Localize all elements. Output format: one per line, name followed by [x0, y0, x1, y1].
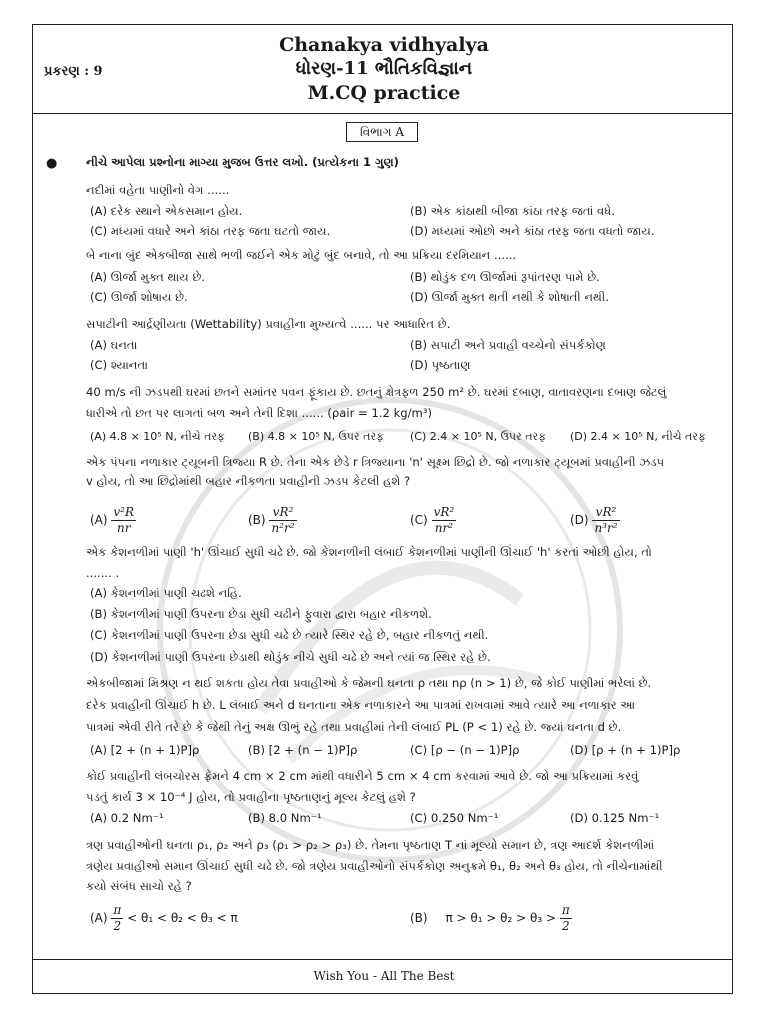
q7-text-line2: દરેક પ્રવાહીની ઊંચાઈ h છે. L લંબાઈ અને d ઘનતાના એક નળાકારને આ પાત્રમાં રાખવામાં આવે ત્યારે આ નળાકાર આ [86, 698, 636, 712]
q6-option-a: (A) કેશનળીમાં પાણી ચઢશે નહિ. [90, 586, 242, 600]
q5-option-b [248, 505, 297, 536]
q5-option-b-fraction [269, 505, 296, 536]
q4-text-line1: 40 m/s ની ઝડપથી ઘરમાં છતને સમાંતર પવન ફૂંકાય છે. છતનું ક્ષેત્રફળ 250 m² છે. ઘરમાં દબાણ, વાતાવરણના દબાણ જેટલું [86, 385, 667, 399]
q9-option-b-label: (B) [410, 911, 428, 925]
q6-text-line2: ....... . [86, 566, 120, 580]
q8-option-a: (A) 0.2 Nm⁻¹ [90, 811, 164, 825]
q5-option-a-numerator: v²R [113, 505, 135, 519]
q5-option-c-fraction [432, 505, 457, 536]
q1-option-b: (B) એક કાંઠાથી બીજા કાંઠા તરફ જતાં વધે. [410, 204, 615, 218]
q9-option-a-denominator: 2 [113, 919, 122, 933]
q5-option-a [90, 505, 136, 536]
q5-option-c-label: (C) [410, 513, 428, 527]
q5-option-d [570, 505, 620, 536]
q5-option-c-denominator: nr² [434, 521, 454, 535]
q5-option-d-fraction [592, 505, 619, 536]
q2-option-a: (A) ઊર્જા મુક્ત થાય છે. [90, 270, 206, 284]
q2-option-b: (B) થોડુંક દળ ઊર્જામાં રૂપાંતરણ પામે છે. [410, 270, 600, 284]
q8-text-line2: પડતું કાર્ય 3 × 10⁻⁴ J હોય, તો પ્રવાહીના પૃષ્ઠતાણનું મૂલ્ય કેટલું હશે ? [86, 790, 416, 804]
bullet-icon: ● [46, 156, 58, 171]
q7-text-line1: એકબીજામાં મિશ્રણ ન થઈ શકતા હોય તેવા પ્રવાહીઓ કે જેમની ઘનતા ρ તથા nρ (n > 1) છે, જે કોઈ પાણીમાં ભરેલાં છે. [86, 676, 652, 690]
footer-divider [32, 959, 733, 960]
q9-option-a-fraction [111, 903, 123, 934]
q3-text: સપાટીની આર્દ્રણીયતા (Wettability) પ્રવાહીના મુખ્યત્વે ...... પર આધારિત છે. [86, 317, 451, 331]
school-name: Chanakya vidhyalya [279, 34, 489, 56]
q4-text-line2: ધારીએ તો છત પર લાગતાં બળ અને તેની દિશા ...... (ρair = 1.2 kg/m³) [86, 406, 433, 420]
q5-option-c-numerator: vR² [433, 505, 455, 519]
q4-option-d: (D) 2.4 × 10⁵ N, નીચે તરફ [570, 430, 706, 443]
q5-option-d-numerator: vR² [592, 505, 619, 521]
q8-text-line1: કોઈ પ્રવાહીની લંબચોરસ ફ્રેમને 4 cm × 2 cm માંથી વધારીને 5 cm × 4 cm કરવામાં આવે છે. જો આ પ્રક્રિયામાં કરવું [86, 769, 639, 783]
q5-option-a-denominator: nr [116, 521, 131, 535]
q5-option-a-fraction [111, 505, 136, 536]
practice-title: M.CQ practice [307, 82, 461, 104]
q7-text-line3: પાત્રમાં એવી રીતે તરે છે કે જેથી તેનું અક્ષ ઊભું રહે તથા પ્રવાહીમાં તેની લંબાઈ PL (P < 1) રહે છે. જ્યાં ઘનતા d છે. [86, 720, 622, 734]
subject-title: ધોરણ-11 ભૌતિકવિજ્ઞાન [295, 58, 473, 79]
q4-option-a: (A) 4.8 × 10⁵ N, નીચે તરફ [90, 430, 225, 443]
q8-option-c: (C) 0.250 Nm⁻¹ [410, 811, 499, 825]
q7-option-d: (D) [ρ + (n + 1)P]ρ [570, 743, 681, 757]
q8-option-d: (D) 0.125 Nm⁻¹ [570, 811, 660, 825]
q9-option-a-numerator: π [113, 903, 122, 917]
chapter-label: પ્રકરણ : 9 [44, 64, 103, 79]
q8-option-b: (B) 8.0 Nm⁻¹ [248, 811, 322, 825]
q5-text-line2: v હોય, તો આ છિદ્રોમાંથી બહાર નીકળતા પ્રવાહીની ઝડપ કેટલી હશે ? [86, 474, 411, 488]
q2-option-d: (D) ઊર્જા મુક્ત થતી નથી કે શોષાતી નથી. [410, 290, 609, 304]
q9-option-b-numerator: π [561, 903, 570, 917]
q9-option-b-relation: π > θ₁ > θ₂ > θ₃ > [445, 911, 557, 925]
q9-option-b-denominator: 2 [562, 919, 570, 933]
q3-option-d: (D) પૃષ્ઠતાણ [410, 358, 471, 372]
q9-option-a [90, 903, 238, 934]
footer-text: Wish You - All The Best [313, 969, 455, 983]
instruction: નીચે આપેલા પ્રશ્નોના માગ્યા મુજબ ઉત્તર લખો. (પ્રત્યેકના 1 ગુણ) [86, 155, 399, 169]
q2-text: બે નાના બુંદ એકબીજા સાથે ભળી જઈને એક મોટું બુંદ બનાવે, તો આ પ્રક્રિયા દરમિયાન ...... [86, 248, 517, 262]
q5-option-b-numerator: vR² [269, 505, 296, 521]
q9-option-b-fraction [560, 903, 572, 934]
q1-text: નદીમાં વહેતા પાણીનો વેગ ...... [86, 183, 230, 197]
q9-option-a-label: (A) [90, 911, 108, 925]
q5-option-d-denominator: n³r² [594, 521, 618, 535]
q2-option-c: (C) ઊર્જા શોષાય છે. [90, 290, 188, 304]
q7-option-a: (A) [2 + (n + 1)P]ρ [90, 743, 200, 757]
q9-option-a-relation: < θ₁ < θ₂ < θ₃ < π [127, 911, 238, 925]
q9-text-line1: ત્રણ પ્રવાહીઓની ઘનતા ρ₁, ρ₂ અને ρ₃ (ρ₁ > ρ₂ > ρ₃) છે. તેમના પૃષ્ઠતાણ T નાં મૂલ્યો સમાન છે, ત્રણ આદર્શ કેશનળીમાં [86, 838, 655, 852]
q1-option-c: (C) મધ્યમાં વધારે અને કાંઠા તરફ જતા ઘટતો જાય. [90, 224, 331, 238]
q5-option-a-label: (A) [90, 513, 108, 527]
q9-text-line3: કયો સંબંધ સાચો રહે ? [86, 879, 192, 893]
q4-option-c: (C) 2.4 × 10⁵ N, ઉપર તરફ [410, 430, 547, 443]
q4-option-b: (B) 4.8 × 10⁵ N, ઉપર તરફ [248, 430, 384, 443]
q5-option-d-label: (D) [570, 513, 589, 527]
q6-option-d: (D) કેશનળીમાં પાણી ઉપરના છેડાથી થોડુંક નીચે સુધી ચઢે છે અને ત્યાં જ સ્થિર રહે છે. [90, 650, 491, 664]
q1-option-a: (A) દરેક સ્થાને એકસમાન હોય. [90, 204, 243, 218]
q3-option-c: (C) શ્યાનતા [90, 358, 148, 372]
q5-option-c [410, 505, 456, 536]
q7-option-c: (C) [ρ − (n − 1)P]ρ [410, 743, 520, 757]
q5-option-b-label: (B) [248, 513, 266, 527]
q6-option-c: (C) કેશનળીમાં પાણી ઉપરના છેડા સુધી ચઢે છે ત્યારે સ્થિર રહે છે, બહાર નીકળતું નથી. [90, 628, 489, 642]
q5-text-line1: એક પંપના નળાકાર ટ્યૂબની ત્રિજ્યા R છે. તેના એક છેડે r ત્રિજ્યાના 'n' સૂક્ષ્મ છિદ્રો છે. જો નળાકાર ટ્યૂબમાં પ્રવાહીની ઝડપ [86, 455, 665, 469]
q3-option-a: (A) ઘનતા [90, 338, 138, 352]
q3-option-b: (B) સપાટી અને પ્રવાહી વચ્ચેનો સંપર્કકોણ [410, 338, 606, 352]
q6-option-b: (B) કેશનળીમાં પાણી ઉપરના છેડા સુધી ચઢીને ફુવારા દ્વારા બહાર નીકળશે. [90, 607, 432, 621]
q9-text-line2: ત્રણેય પ્રવાહીઓ સમાન ઊંચાઈ સુધી ચઢે છે. જો ત્રણેય પ્રવાહીઓનો સંપર્કકોણ અનુક્રમે θ₁, θ₂ અને θ₃ હોય, તો નીચેનામાંથી [86, 859, 663, 873]
section-label: વિભાગ A [346, 122, 418, 142]
header-divider [32, 113, 733, 114]
q1-option-d: (D) મધ્યમાં ઓછો અને કાંઠા તરફ જતા વધતો જાય. [410, 224, 655, 238]
q9-option-b [410, 903, 572, 934]
q7-option-b: (B) [2 + (n − 1)P]ρ [248, 743, 358, 757]
q5-option-b-denominator: n²r² [271, 521, 295, 535]
q6-text-line1: એક કેશનળીમાં પાણી 'h' ઊંચાઈ સુધી ચઢે છે. જો કેશનળીની લંબાઈ કેશનળીમાં પાણીની ઊંચાઈ 'h' કરતાં ઓછી હોય, તો [86, 545, 652, 559]
